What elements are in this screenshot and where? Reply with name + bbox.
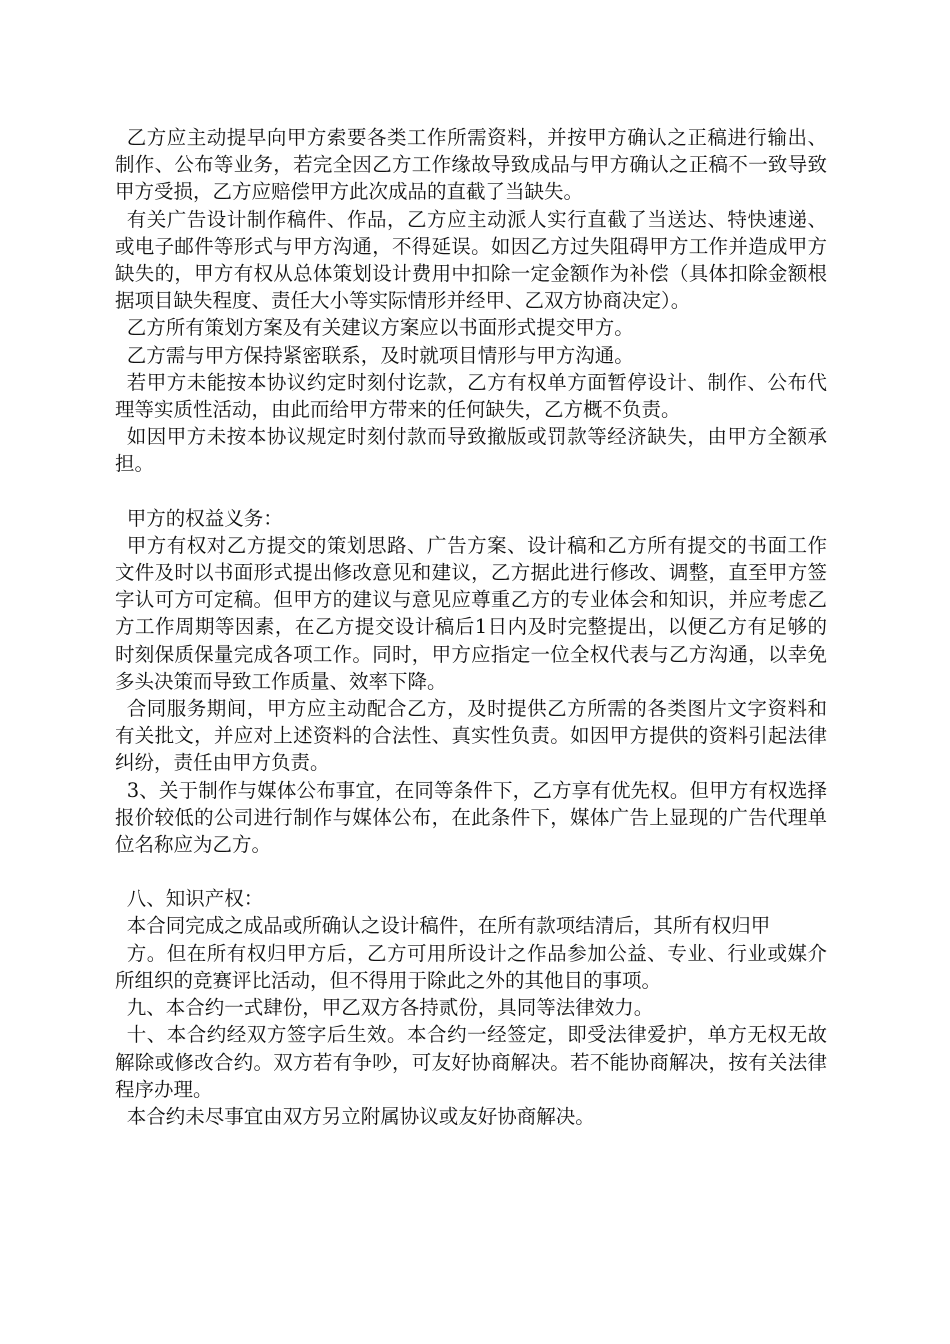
paragraph-payment-suspension: 若甲方未能按本协议约定时刻付讫款，乙方有权单方面暂停设计、制作、公布代理等实质性活动，由此而给甲方带来的任何缺失，乙方概不负责。	[115, 370, 827, 422]
paragraph-contact: 乙方需与甲方保持紧密联系，及时就项目情形与甲方沟通。	[126, 343, 634, 367]
paragraph-spacer	[115, 858, 827, 885]
document-body	[115, 124, 827, 1130]
paragraph-yifang-materials: 乙方应主动提早向甲方索要各类工作所需资料，并按甲方确认之正稿进行输出、制作、公布等业务，若完全因乙方工作缘故导致成品与甲方确认之正稿不一致导致甲方受损，乙方应赔偿甲方此次成品的直截了当缺失。	[115, 126, 827, 204]
paragraph-media-priority: 3、关于制作与媒体公布事宜，在同等条件下，乙方享有优先权。但甲方有权选择报价较低的公司进行制作与媒体公布，在此条件下，媒体广告上显现的广告代理单位名称应为乙方。	[115, 778, 827, 857]
paragraph-payment-loss: 如因甲方未按本协议规定时刻付款而导致撤版或罚款等经济缺失，由甲方全额承担。	[115, 425, 827, 476]
paragraph-design-delivery: 有关广告设计制作稿件、作品，乙方应主动派人实行直截了当送达、特快速递、或电子邮件等形式与甲方沟通，不得延误。如因乙方过失阻碍甲方工作并造成甲方缺失的，甲方有权从总体策划设计费用中扣除一定金额作为补偿（具体扣除金额根据项目缺失程度、责任大小等实际情形并经甲、乙双方协商决定）。	[115, 207, 827, 313]
paragraph-written-proposals: 乙方所有策划方案及有关建议方案应以书面形式提交甲方。	[126, 316, 634, 340]
paragraph-cooperation: 合同服务期间，甲方应主动配合乙方，及时提供乙方所需的各类图片文字资料和有关批文，并应对上述资料的合法性、真实性负责。如因甲方提供的资料引起法律纠纷，责任由甲方负责。	[115, 697, 827, 775]
paragraph-ownership-continued: 方。但在所有权归甲方后，乙方可用所设计之作品参加公益、专业、行业或媒介所组织的竞赛评比活动，但不得用于除此之外的其他目的事项。	[115, 941, 827, 992]
paragraph-spacer	[115, 478, 827, 505]
section-heading-jiafang-rights: 甲方的权益义务：	[126, 506, 283, 530]
paragraph-ownership: 本合同完成之成品或所确认之设计稿件，在所有款项结清后，其所有权归甲	[126, 914, 771, 938]
section-heading-ip: 八、知识产权：	[126, 887, 264, 911]
paragraph-copies: 九、本合约一式肆份，甲乙双方各持贰份，具同等法律效力。	[126, 996, 654, 1020]
paragraph-revision-rights: 甲方有权对乙方提交的策划思路、广告方案、设计稿和乙方所有提交的书面工作文件及时以书面形式提出修改意见和建议，乙方据此进行修改、调整，直至甲方签字认可方可定稿。但甲方的建议与意见应尊重乙方的专业体会和知识，并应考虑乙方工作周期等因素，在乙方提交设计稿后1日内及时完整提出，以便乙方有足够的时刻保质保量完成各项工作。同时，甲方应指定一位全权代表与乙方沟通，以幸免多头决策而导致工作质量、效率下降。	[115, 533, 827, 693]
paragraph-supplementary: 本合约未尽事宜由双方另立附属协议或友好协商解决。	[126, 1104, 595, 1128]
paragraph-effectiveness: 十、本合约经双方签字后生效。本合约一经签定，即受法律爱护，单方无权无故解除或修改合约。双方若有争吵，可友好协商解决。若不能协商解决，按有关法律程序办理。	[115, 1023, 827, 1101]
